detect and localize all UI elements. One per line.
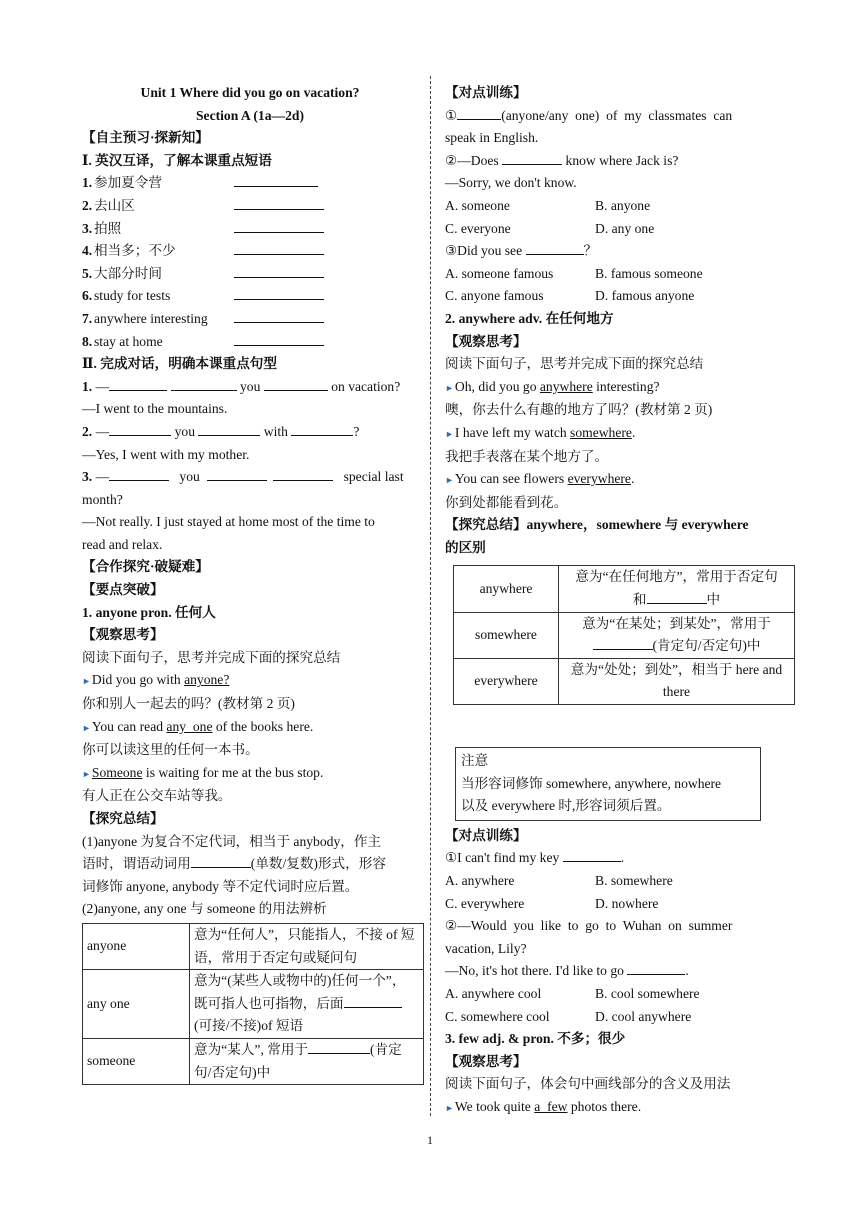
phrase-item: 5. 大部分时间 [82,263,418,286]
point-3-title: 3. few adj. & pron. 不多；很少 [445,1031,626,1047]
right-column [445,82,783,1120]
question-5-cont: vacation, Lily? [445,940,527,956]
option-row [445,263,780,286]
answer-blank[interactable] [502,150,562,165]
option-a[interactable]: A. anywhere [445,873,515,888]
heading-key-points: 【要点突破】 [82,582,164,598]
option-a[interactable]: A. anywhere cool [445,985,542,1001]
option-c[interactable]: C. everywhere [445,895,525,911]
answer-blank[interactable] [627,960,685,975]
option-row [445,285,780,308]
answer-blank[interactable] [647,589,707,604]
triangle-bullet-icon: ► [82,676,91,687]
table-value-cell: 意为“在某处；到某处”，常用于 (肯定句/否定句)中 [559,612,795,658]
phrase-list [82,172,418,353]
note-line: 当形容词修饰 somewhere, anywhere, nowhere [461,775,722,791]
dialogue-1-answer: —I went to the mountains. [82,401,228,417]
option-d[interactable]: D. cool anywhere [595,1008,692,1024]
option-b[interactable]: B. famous someone [595,265,703,281]
part2-title: Ⅱ. 完成对话，明确本课重点句型 [82,356,277,372]
section-title: Section A (1a—2d) [196,107,304,123]
phrase-item: 7. anywhere interesting [82,308,418,331]
note-box [455,747,761,821]
answer-blank[interactable] [234,263,324,278]
heading-observe: 【观察思考】 [445,1053,527,1069]
answer-blank[interactable] [264,376,328,391]
option-b[interactable]: B. cool somewhere [595,985,700,1001]
answer-blank[interactable] [234,218,324,233]
triangle-bullet-icon: ► [445,475,454,486]
option-b[interactable]: B. anyone [595,197,651,213]
option-row [445,893,780,916]
option-row [445,983,780,1006]
phrase-item: 1. 参加夏令营 [82,172,418,195]
table-row [83,923,424,969]
answer-blank[interactable] [171,376,237,391]
observe-instruction: 阅读下面句子，思考并完成下面的探究总结 [445,356,704,372]
phrase-item: 4. 相当多；不少 [82,240,418,263]
table-key-cell: somewhere [454,612,559,658]
question-5: ②—Would you like to go to Wuhan on summer [445,918,733,934]
answer-blank[interactable] [526,240,584,255]
option-d[interactable]: D. any one [595,220,655,236]
option-row [445,218,780,241]
answer-blank[interactable] [234,172,318,187]
option-c[interactable]: C. everyone [445,220,511,236]
heading-observe: 【观察思考】 [445,333,527,349]
answer-blank[interactable] [207,466,267,481]
table-row [83,1038,424,1084]
answer-blank[interactable] [109,466,169,481]
answer-blank[interactable] [234,331,324,346]
answer-blank[interactable] [109,376,167,391]
summary-line: 词修饰 anyone, anybody 等不定代词时应后置。 [82,878,359,894]
table-value-cell: 意为“任何人”，只能指人，不接 of 短语，常用于否定句或疑问句 [190,923,424,969]
question-3: ③Did you see ？ [445,240,780,263]
question-2: ②—Does know where Jack is? [445,150,780,173]
answer-blank[interactable] [234,308,324,323]
table-row [454,566,795,612]
usage-table-anyone [82,923,424,1085]
answer-blank[interactable] [234,240,324,255]
triangle-bullet-icon: ► [445,428,454,439]
table-value-cell: 意为“在任何地方”，常用于否定句 和 中 [559,566,795,612]
table-value-cell: 意为“(某些人或物中的)任何一个”，既可指人也可指物，后面(可接/不接)of 短语 [190,970,424,1039]
option-row [445,195,780,218]
triangle-bullet-icon: ► [82,722,91,733]
example-sentence: ►Someone is waiting for me at the bus stop. [82,764,324,780]
summary-cont: 的区别 [445,539,486,555]
option-d[interactable]: D. nowhere [595,895,659,911]
table-key-cell: any one [83,970,190,1039]
question-2-cont: —Sorry, we don't know. [445,175,577,191]
dialogue-3-answer-cont: read and relax. [82,536,163,552]
heading-cooperate: 【合作探究·破疑难】 [82,559,209,575]
left-column [82,82,418,1085]
table-row [454,658,795,704]
answer-blank[interactable] [198,421,260,436]
triangle-bullet-icon: ► [445,382,454,393]
answer-blank[interactable] [234,195,324,210]
observe-instruction: 阅读下面句子，体会句中画线部分的含义及用法 [445,1076,731,1092]
heading-drill: 【对点训练】 [445,85,527,100]
example-sentence: ►We took quite a few photos there. [445,1098,642,1114]
phrase-item: 8. stay at home [82,331,418,354]
answer-blank[interactable] [191,853,251,868]
option-c[interactable]: C. somewhere cool [445,1008,550,1024]
triangle-bullet-icon: ► [82,768,91,779]
observe-instruction: 阅读下面句子，思考并完成下面的探究总结 [82,649,341,665]
answer-blank[interactable] [457,105,501,120]
option-a[interactable]: A. someone famous [445,265,554,281]
answer-blank[interactable] [109,421,171,436]
example-sentence: ►Did you go with anyone? [82,672,230,688]
example-translation: 有人正在公交车站等我。 [82,788,232,804]
option-row [445,1006,780,1029]
summary-line: 语时，谓语动词用 (单数/复数)形式，形容 [82,853,418,876]
example-translation: 你可以读这里的任何一本书。 [82,742,259,758]
option-a[interactable]: A. someone [445,197,510,213]
answer-blank[interactable] [593,635,653,650]
unit-title: Unit 1 Where did you go on vacation? [140,85,360,100]
heading-drill: 【对点训练】 [445,827,527,843]
page-number: 1 [427,1133,433,1147]
question-1-cont: speak in English. [445,130,539,146]
example-translation: 噢，你去什么有趣的地方了吗？(教材第 2 页) [445,402,713,418]
answer-blank[interactable] [291,421,353,436]
table-key-cell: everywhere [454,658,559,704]
example-sentence: ►Oh, did you go anywhere interesting? [445,378,660,394]
heading-preview: 【自主预习·探新知】 [82,130,209,146]
dialogue-1-question: 1. — you on vacation? [82,376,418,399]
table-key-cell: anywhere [454,566,559,612]
dialogue-2-question: 2. — you with ? [82,421,418,444]
table-key-cell: anyone [83,923,190,969]
answer-blank[interactable] [344,993,402,1008]
column-divider [430,76,431,1116]
question-5-answer: —No, it's hot there. I'd like to go . [445,960,780,983]
example-translation: 我把手表落在某个地方了。 [445,448,609,464]
table-key-cell: someone [83,1038,190,1084]
question-1: ① (anyone/any one) of my classmates can [445,105,780,128]
point-2-title: 2. anywhere adv. 在任何地方 [445,310,614,326]
phrase-item: 3. 拍照 [82,218,418,241]
example-sentence: ►I have left my watch somewhere. [445,424,636,440]
phrase-item: 6. study for tests [82,285,418,308]
phrase-item: 2. 去山区 [82,195,418,218]
part1-title: Ⅰ. 英汉互译，了解本课重点短语 [82,152,272,168]
question-4: ①I can't find my key . [445,847,780,870]
table-row [454,612,795,658]
summary-line: (2)anyone, any one 与 someone 的用法辨析 [82,901,327,917]
summary-line: (1)anyone 为复合不定代词，相当于 anybody，作主 [82,833,382,849]
answer-blank[interactable] [234,285,324,300]
heading-summary: 【探究总结】 [82,811,164,826]
answer-blank[interactable] [563,847,621,862]
dialogue-2-answer: —Yes, I went with my mother. [82,446,250,462]
example-sentence: ►You can read any one of the books here. [82,718,314,734]
table-value-cell: 意为“处处；到处”，相当于 here and there [559,658,795,704]
usage-table-anywhere [453,565,795,705]
dialogue-3-question-cont: month? [82,491,123,507]
dialogue-3-answer: —Not really. I just stayed at home most of the time to [82,514,375,530]
option-d[interactable]: D. famous anyone [595,288,695,304]
answer-blank[interactable] [308,1039,370,1054]
table-value-cell: 意为“某人”, 常用于 (肯定句/否定句)中 [190,1038,424,1084]
answer-blank[interactable] [273,466,333,481]
option-c[interactable]: C. anyone famous [445,288,544,304]
example-translation: 你和别人一起去的吗？(教材第 2 页) [82,696,295,712]
example-sentence: ►You can see flowers everywhere. [445,471,635,487]
heading-summary: 【探究总结】anywhere，somewhere 与 everywhere [445,517,749,533]
option-row [445,870,780,893]
example-translation: 你到处都能看到花。 [445,494,568,510]
option-b[interactable]: B. somewhere [595,873,673,888]
point-1-title: 1. anyone pron. 任何人 [82,604,216,620]
dialogue-3-question: 3. — you special last [82,466,418,489]
note-line: 以及 everywhere 时,形容词须后置。 [461,798,671,814]
note-title: 注意 [461,753,489,769]
table-row [83,970,424,1039]
triangle-bullet-icon: ► [445,1102,454,1113]
heading-observe: 【观察思考】 [82,627,164,643]
